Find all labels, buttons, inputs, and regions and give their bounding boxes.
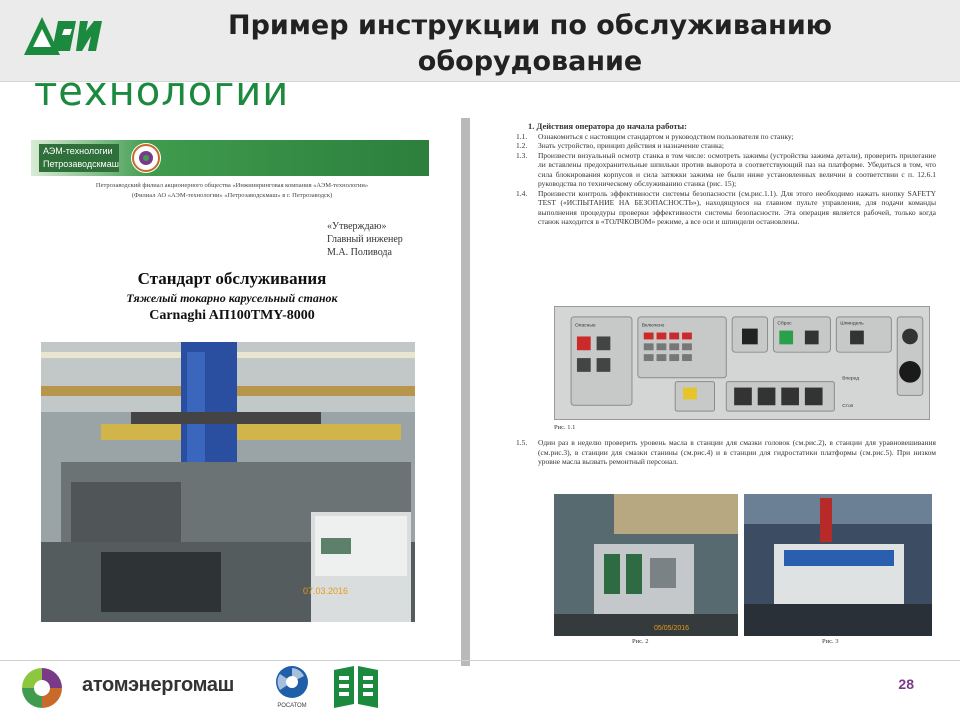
list-item: 1.2. Знать устройство, принцип действия и назначение станка;: [516, 141, 724, 150]
org-name-line-1: Петрозаводский филиал акционерного общества «Инжиниринговая компания «АЭМ-технологии»: [95, 182, 369, 189]
list-item: 1.5. Один раз в неделю проверить уровень масла в станции для смазки головок (см.рис.2), в станции для уравновешивания (см.рис.3), в станции для смазки станины (см.рис.4) и в станции для гидростатики платформы (см.рис.5). При низком уровне масла вызвать ремонтный персонал.: [516, 438, 936, 466]
approval-line-1: «Утверждаю»: [327, 221, 387, 232]
standard-title: Стандарт обслуживания: [137, 269, 327, 288]
hydraulic-station-photo: [744, 494, 932, 636]
panel-label-on: Включено: [641, 323, 665, 329]
panel-label-forward: Вперед: [842, 376, 860, 382]
brand-word-technologies: технологии: [34, 69, 290, 115]
org-name-line-2: (Филиал АО «АЭМ-технологии» «Петрозаводскмаш» в г. Петрозаводск): [131, 192, 333, 199]
rosatom-label: РОСАТОМ: [277, 703, 307, 709]
lathe-photo: [41, 342, 415, 622]
panel-label-reset: Сброс: [777, 321, 792, 327]
approval-line-3: М.А. Поливода: [327, 247, 392, 258]
slide-title-line-1: Пример инструкции по обслуживанию: [228, 10, 832, 41]
emblem-icon: [131, 143, 161, 173]
panel-label-stop: Стоп: [842, 404, 854, 410]
slide-title-line-2: оборудование: [417, 46, 643, 77]
figure-2-caption: Рис. 2: [632, 638, 649, 645]
standard-title-block: [67, 268, 397, 325]
photo-date-stamp: 07.03.2016: [303, 586, 349, 596]
document-header-band: [31, 140, 429, 176]
figure-1-caption: Рис. 1.1: [554, 424, 576, 431]
page-number: 28: [898, 676, 914, 692]
panel-label-spindle: Шпиндель: [840, 321, 864, 327]
approval-block: [327, 220, 437, 259]
band-logo-line-2: Петрозаводскмаш: [43, 159, 119, 169]
petrozavodskmash-logo: [39, 144, 119, 172]
standard-subtitle: Тяжелый токарно карусельный станок: [126, 291, 338, 305]
standard-model: Carnaghi AП100TMY-8000: [149, 308, 315, 323]
panel-label-danger: Опасные: [574, 323, 596, 329]
atomenergomash-logo-icon: [20, 666, 64, 710]
operator-instructions-page: [472, 118, 940, 646]
standard-cover-page: [27, 120, 433, 630]
aem-logo-icon: [24, 17, 102, 55]
figure-3-caption: Рис. 3: [822, 638, 839, 645]
footer-brand: атомэнергомаш: [82, 674, 235, 696]
list-item: 1.1. Ознакомиться с настоящим стандартом и руководством пользователя по станку;: [516, 131, 794, 141]
approval-line-2: Главный инженер: [327, 234, 403, 245]
band-logo-line-1: АЭМ-технологии: [43, 146, 113, 156]
control-panel-photo: [554, 306, 930, 420]
book-logo-icon: [330, 664, 382, 708]
section-heading: 1. Действия оператора до начала работы:: [528, 121, 688, 131]
page-divider: [461, 118, 470, 666]
oil-check-item: [516, 438, 936, 467]
list-item: 1.3. Произвести визуальный осмотр станка в том числе: осмотреть зажимы (устройства зажима детали), проверить прилегание ли вставлены предохранительные шпильки против выворота в соответствующий паз на платформе. Убедиться в том, что сила блокирования корпусов и сила затяжки зажима не были ниже установленных величин в соответствии с п. 12.6.1 руководства по техническому обслуживанию станка (рис. 15);: [516, 150, 936, 188]
photo-2-date-stamp: 05/05/2016: [654, 625, 690, 632]
footer-divider: [0, 660, 960, 661]
operator-actions-list: [516, 122, 936, 227]
list-item: 1.4. Произвести контроль эффективности системы безопасности (см.рис.1.1). Для этого необходимо нажать кнопку SAFETY TEST («ИСПЫТАНИЕ НА БЕЗОПАСНОСТЬ»), находящуюся на главном пульте управления, для подачи команды выполнения процедуры проверки эффективности системы безопасности. Эта операция является рабочей, только когда станок находится в «ТОЛЧКОВОМ» режиме, а все оси и шпиндели остановлены.: [516, 188, 936, 226]
lubrication-station-photo: [554, 494, 738, 636]
